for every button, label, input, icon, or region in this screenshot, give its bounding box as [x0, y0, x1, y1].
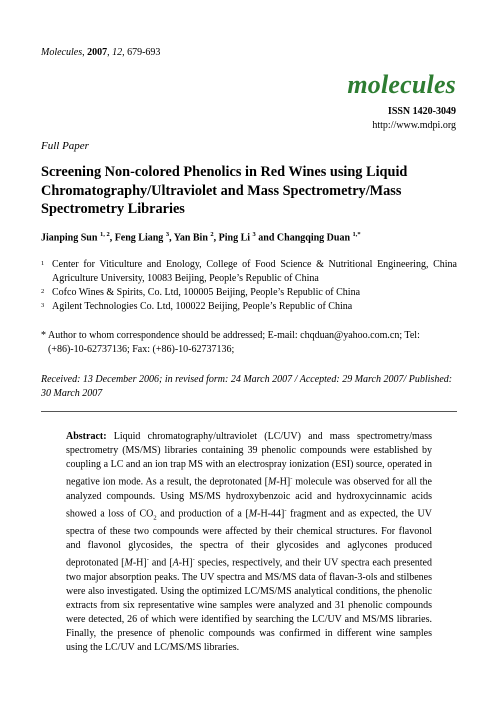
author-affiliation-mark: 1,*: [352, 231, 361, 238]
affiliation-number: 3: [41, 302, 45, 309]
author-name: Feng Liang: [114, 232, 164, 244]
issn: ISSN 1420-3049: [387, 106, 456, 117]
affiliation-text: Cofco Wines & Spirits, Co. Ltd, 100005 Beijing, People’s Republic of China: [52, 287, 361, 298]
citation-journal: Molecules: [41, 47, 83, 58]
affiliation-item: [41, 286, 457, 300]
abstract: Abstract: Liquid chromatography/ultraviolet (LC/UV) and mass spectrometry/mass spectrometry (MS/MS) libraries containing 39 phenolic compounds were established by coupling a LC and an ion trap MS with an electrospray ionization (ESI) source, operated in negative ion mode. As a result, the deprotonated [M-H]- molecule was observed for all the analyzed compounds. Using MS/MS hydroxybenzoic acid and hydroxycinnamic acids showed a loss of $CO_2$ and production of a [M-H-44]- fragment and as expected, the UV spectra of these two compounds were affected by their chemical structures. For flavonol and flavonol glycosides, the spectra of their glycosides and aglycones produced deprotonated [M-H]- and [A-H]- species, respectively, and their UV spectra each presented two major absorption peaks. The UV spectra and MS/MS data of flavan-3-ols and stilbenes were also investigated. Using the optimized LC/MS/MS analytical conditions, the phenolic extracts from six representative wine samples were analyzed and 31 phenolic compounds were detected, 26 of which were identified by searching the LC/UV and MS/MS libraries. Finally, the presence of phenolic compounds was confirmed in different wine samples using the LC/UV and LC/MS/MS libraries.: [66, 431, 432, 654]
affiliation-number: 2: [41, 288, 45, 295]
journal-logo: molecules: [347, 70, 456, 99]
author-affiliation-mark: 3: [165, 231, 170, 238]
citation-pages: 679-693: [127, 47, 161, 58]
paper-type: Full Paper: [41, 140, 89, 152]
journal-url: http://www.mdpi.org: [372, 120, 456, 131]
abstract-label: Abstract:: [66, 431, 107, 442]
author-affiliation-mark: 1, 2: [99, 231, 110, 238]
correspondence-note: [41, 329, 457, 357]
citation-year: 2007: [87, 47, 108, 58]
affiliation-number: 1: [41, 260, 45, 267]
paper-title: Screening Non-colored Phenolics in Red Wines using Liquid Chromatography/Ultraviolet and Mass Spectrometry/Mass Spectrometry Libraries: [41, 164, 408, 217]
affiliation-text: Agilent Technologies Co. Ltd, 100022 Beijing, People’s Republic of China: [52, 301, 353, 312]
author-name: Ping Li: [218, 232, 251, 244]
citation: Molecules, 2007, 12, 679-693: [41, 47, 161, 58]
author-name: Changqing Duan: [276, 232, 351, 244]
citation-volume: 12: [112, 47, 123, 58]
affiliation-item: [41, 300, 457, 314]
affiliation-item: [41, 258, 457, 286]
author-name: Jianping Sun: [41, 232, 98, 244]
publication-dates: Received: 13 December 2006; in revised form: 24 March 2007 / Accepted: 29 March 2007/ Published: 30 March 2007: [41, 374, 453, 399]
affiliation-text: Center for Viticulture and Enology, College of Food Science & Nutritional Engineering, China Agriculture University, 10083 Beijing, People’s Republic of China: [52, 259, 457, 284]
author-affiliation-mark: 3: [252, 231, 256, 238]
author-list: Jianping Sun $^{1, 2}$, Feng Liang $^3$, Yan Bin $^2$, Ping Li $^3$ and Changqing Duan $^{1,*}$: [41, 231, 361, 244]
author-affiliation-mark: 2: [210, 231, 214, 238]
affiliation-list: [41, 258, 457, 314]
header-divider: [41, 411, 457, 412]
author-name: Yan Bin: [173, 232, 208, 244]
correspondence-text: Author to whom correspondence should be addressed; E-mail: chqduan@yahoo.com.cn; Tel: (+86)-10-62737136; Fax: (+86)-10-62737136;: [48, 330, 420, 355]
correspondence-star: *: [41, 330, 46, 341]
